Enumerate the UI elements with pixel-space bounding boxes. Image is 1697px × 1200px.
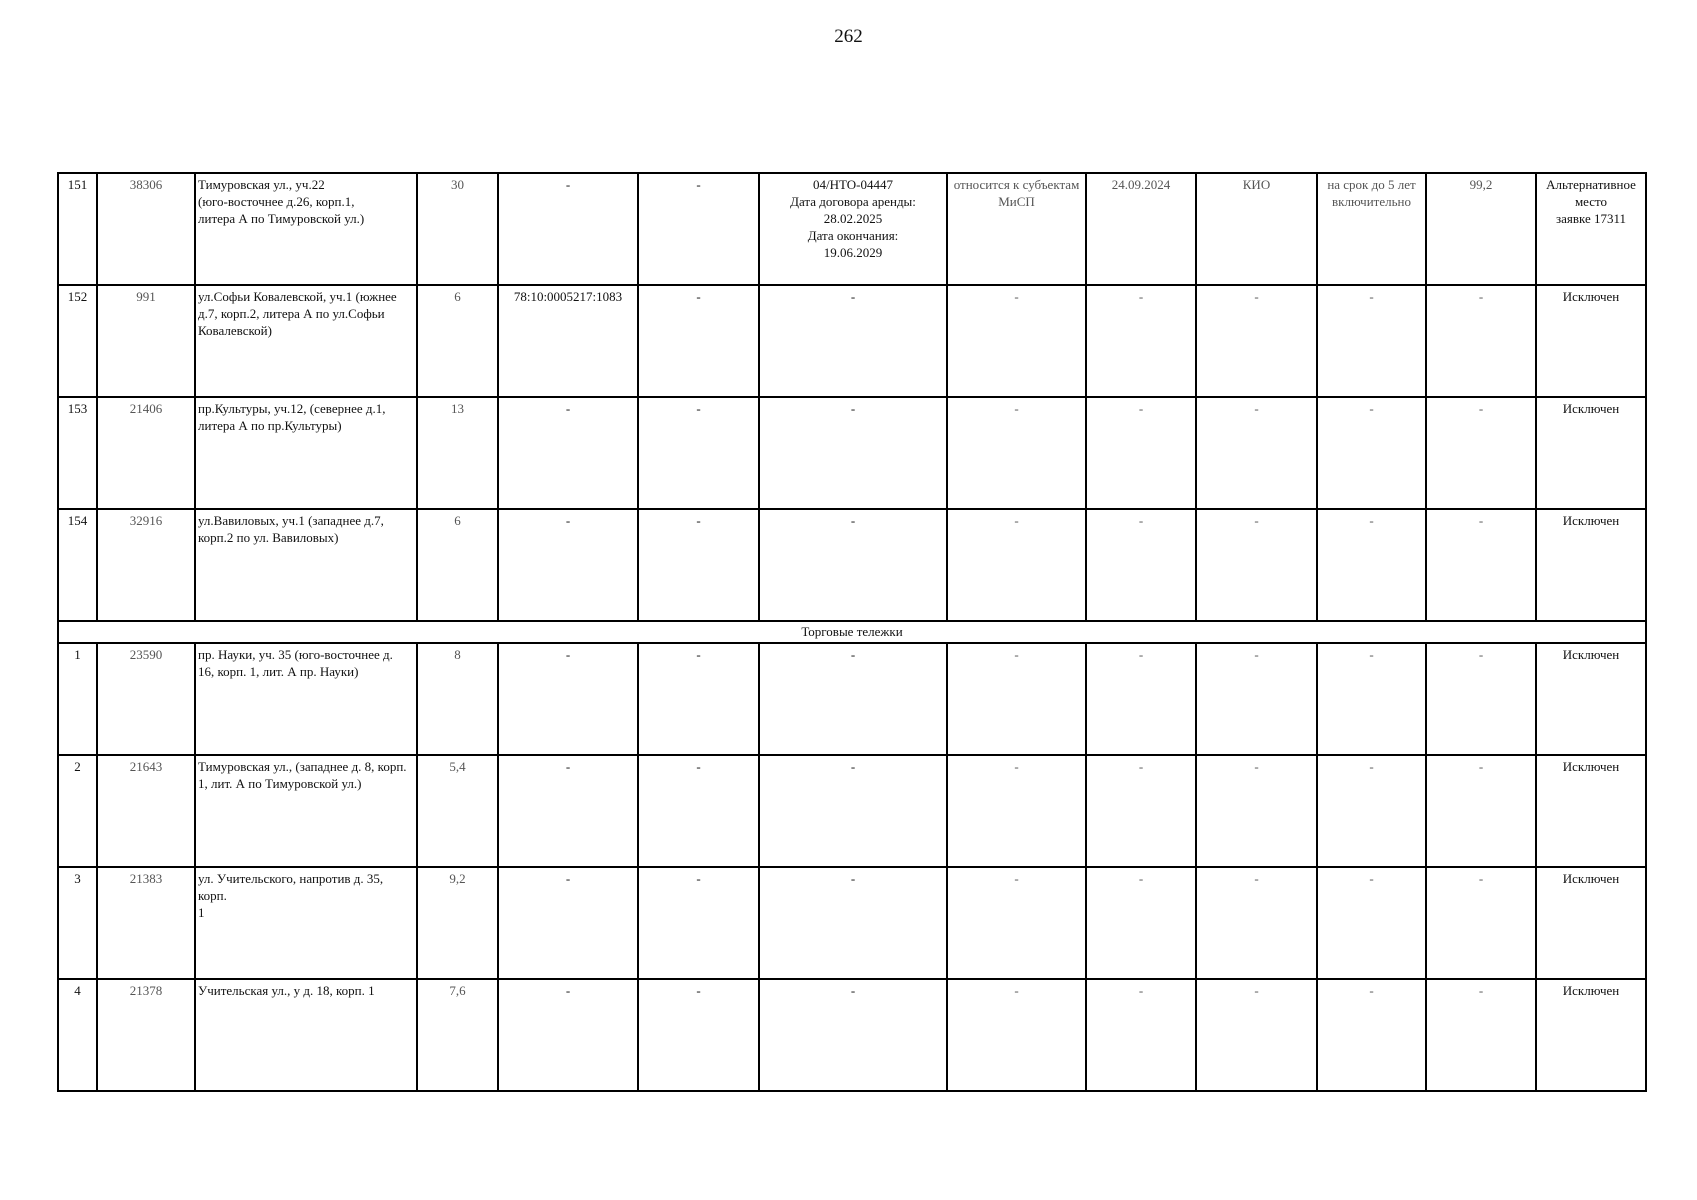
cell-line: - — [850, 983, 856, 998]
cell-line: Дата окончания: — [807, 228, 899, 243]
row-number-cell: 2 — [58, 755, 97, 867]
row-number-cell: 153 — [58, 397, 97, 509]
organization-cell: - — [1196, 867, 1317, 979]
organization-cell: - — [1196, 643, 1317, 755]
column-6-cell: - — [638, 173, 759, 285]
column-6-cell: - — [638, 755, 759, 867]
area-cell: 13 — [417, 397, 498, 509]
column-6-cell: - — [638, 643, 759, 755]
cadastral-number-cell: 78:10:0005217:1083 — [498, 285, 638, 397]
cell-line: - — [850, 759, 856, 774]
object-id-cell: 991 — [97, 285, 195, 397]
object-id-cell: 21643 — [97, 755, 195, 867]
address-cell — [195, 755, 417, 867]
address-cell — [195, 867, 417, 979]
organization-cell: - — [1196, 285, 1317, 397]
value-cell: 99,2 — [1426, 173, 1536, 285]
organization-cell: - — [1196, 397, 1317, 509]
lease-term-cell: на срок до 5 лет включительно — [1317, 173, 1426, 285]
cadastral-number-cell: - — [498, 755, 638, 867]
address-cell — [195, 643, 417, 755]
table-row — [58, 755, 1646, 867]
object-id-cell: 38306 — [97, 173, 195, 285]
status-cell — [1536, 173, 1646, 285]
cell-line: Исключен — [1562, 513, 1620, 528]
cell-line: Учительская ул., у д. 18, корп. 1 — [198, 983, 375, 998]
value-cell: - — [1426, 755, 1536, 867]
subject-category-cell: - — [947, 867, 1086, 979]
status-cell — [1536, 643, 1646, 755]
section-header-row — [58, 621, 1646, 643]
cell-line: д.7, корп.2, литера А по ул.Софьи — [198, 306, 385, 321]
contract-cell — [759, 397, 947, 509]
object-id-cell: 21406 — [97, 397, 195, 509]
value-cell: - — [1426, 397, 1536, 509]
date-cell: - — [1086, 397, 1196, 509]
cell-line: заявке 17311 — [1555, 211, 1627, 226]
row-number-cell: 151 — [58, 173, 97, 285]
contract-cell — [759, 173, 947, 285]
subject-category-cell: - — [947, 397, 1086, 509]
organization-cell: - — [1196, 755, 1317, 867]
cell-line: - — [850, 401, 856, 416]
row-number-cell: 1 — [58, 643, 97, 755]
status-cell — [1536, 509, 1646, 621]
cell-line: 19.06.2029 — [823, 245, 883, 260]
status-cell — [1536, 979, 1646, 1091]
cadastral-number-cell: - — [498, 979, 638, 1091]
table-row — [58, 867, 1646, 979]
cell-line: Исключен — [1562, 759, 1620, 774]
value-cell: - — [1426, 979, 1536, 1091]
table-row — [58, 173, 1646, 285]
area-cell: 6 — [417, 509, 498, 621]
lease-term-cell: - — [1317, 979, 1426, 1091]
object-id-cell: 32916 — [97, 509, 195, 621]
cadastral-number-cell: - — [498, 867, 638, 979]
cell-line: корп.2 по ул. Вавиловых) — [198, 530, 339, 545]
table-row — [58, 285, 1646, 397]
cell-line: место — [1574, 194, 1608, 209]
area-cell: 30 — [417, 173, 498, 285]
date-cell: - — [1086, 285, 1196, 397]
column-6-cell: - — [638, 867, 759, 979]
value-cell: - — [1426, 509, 1536, 621]
cell-line: - — [850, 871, 856, 886]
contract-cell — [759, 755, 947, 867]
register-table — [57, 172, 1647, 1092]
contract-cell — [759, 643, 947, 755]
area-cell: 8 — [417, 643, 498, 755]
lease-term-cell: - — [1317, 867, 1426, 979]
status-cell — [1536, 867, 1646, 979]
contract-cell — [759, 867, 947, 979]
column-6-cell: - — [638, 285, 759, 397]
cell-line: (юго-восточнее д.26, корп.1, — [198, 194, 355, 209]
lease-term-cell: - — [1317, 509, 1426, 621]
subject-category-cell: относится к субъектам МиСП — [947, 173, 1086, 285]
cell-line: пр.Культуры, уч.12, (севернее д.1, — [198, 401, 386, 416]
cell-line: - — [850, 647, 856, 662]
organization-cell: КИО — [1196, 173, 1317, 285]
cell-line: Исключен — [1562, 289, 1620, 304]
cell-line: ул.Софьи Ковалевской, уч.1 (южнее — [198, 289, 397, 304]
table-row — [58, 643, 1646, 755]
contract-cell — [759, 285, 947, 397]
status-cell — [1536, 755, 1646, 867]
row-number-cell: 4 — [58, 979, 97, 1091]
contract-cell — [759, 509, 947, 621]
cell-line: 16, корп. 1, лит. А пр. Науки) — [198, 664, 359, 679]
cell-line: Исключен — [1562, 401, 1620, 416]
row-number-cell: 154 — [58, 509, 97, 621]
cell-line: литера А по Тимуровской ул.) — [198, 211, 365, 226]
column-6-cell: - — [638, 509, 759, 621]
subject-category-cell: - — [947, 285, 1086, 397]
object-id-cell: 23590 — [97, 643, 195, 755]
value-cell: - — [1426, 867, 1536, 979]
cell-line: Дата договора аренды: — [790, 194, 916, 209]
area-cell: 5,4 — [417, 755, 498, 867]
cell-line: Тимуровская ул., (западнее д. 8, корп. — [198, 759, 407, 774]
date-cell: - — [1086, 979, 1196, 1091]
subject-category-cell: - — [947, 755, 1086, 867]
register-rows-group-1 — [58, 173, 1646, 621]
status-cell — [1536, 397, 1646, 509]
register-rows-group-2 — [58, 643, 1646, 1091]
subject-category-cell: - — [947, 509, 1086, 621]
cell-line: литера А по пр.Культуры) — [198, 418, 342, 433]
table-row — [58, 979, 1646, 1091]
cadastral-number-cell: - — [498, 509, 638, 621]
cell-line: 1, лит. А по Тимуровской ул.) — [198, 776, 362, 791]
cell-line: Исключен — [1562, 871, 1620, 886]
column-6-cell: - — [638, 397, 759, 509]
subject-category-cell: - — [947, 979, 1086, 1091]
cell-line: Тимуровская ул., уч.22 — [198, 177, 325, 192]
cell-line: Исключен — [1562, 983, 1620, 998]
cell-line: - — [850, 513, 856, 528]
cell-line: пр. Науки, уч. 35 (юго-восточнее д. — [198, 647, 393, 662]
address-cell — [195, 173, 417, 285]
column-6-cell: - — [638, 979, 759, 1091]
date-cell: - — [1086, 755, 1196, 867]
cell-line: 28.02.2025 — [823, 211, 883, 226]
lease-term-cell: - — [1317, 285, 1426, 397]
organization-cell: - — [1196, 509, 1317, 621]
cadastral-number-cell: - — [498, 397, 638, 509]
cell-line: 04/НТО-04447 — [813, 177, 893, 192]
value-cell: - — [1426, 285, 1536, 397]
cell-line: Альтернативное — [1546, 177, 1636, 192]
area-cell: 7,6 — [417, 979, 498, 1091]
organization-cell: - — [1196, 979, 1317, 1091]
address-cell — [195, 397, 417, 509]
cell-line: 1 — [198, 905, 205, 920]
cadastral-number-cell: - — [498, 643, 638, 755]
row-number-cell: 3 — [58, 867, 97, 979]
contract-cell — [759, 979, 947, 1091]
object-id-cell: 21378 — [97, 979, 195, 1091]
table-row — [58, 397, 1646, 509]
area-cell: 9,2 — [417, 867, 498, 979]
section-title: Торговые тележки — [58, 621, 1646, 643]
section-group — [58, 621, 1646, 643]
address-cell — [195, 285, 417, 397]
status-cell — [1536, 285, 1646, 397]
cell-line: Исключен — [1562, 647, 1620, 662]
date-cell: 24.09.2024 — [1086, 173, 1196, 285]
cell-line: ул. Учительского, напротив д. 35, корп. — [198, 871, 384, 903]
row-number-cell: 152 — [58, 285, 97, 397]
date-cell: - — [1086, 643, 1196, 755]
lease-term-cell: - — [1317, 755, 1426, 867]
lease-term-cell: - — [1317, 397, 1426, 509]
page-number: 262 — [834, 26, 863, 47]
address-cell — [195, 509, 417, 621]
area-cell: 6 — [417, 285, 498, 397]
cadastral-number-cell: - — [498, 173, 638, 285]
date-cell: - — [1086, 867, 1196, 979]
subject-category-cell: - — [947, 643, 1086, 755]
cell-line: - — [850, 289, 856, 304]
table-row — [58, 509, 1646, 621]
cell-line: Ковалевской) — [198, 323, 272, 338]
lease-term-cell: - — [1317, 643, 1426, 755]
cell-line: ул.Вавиловых, уч.1 (западнее д.7, — [198, 513, 384, 528]
value-cell: - — [1426, 643, 1536, 755]
address-cell — [195, 979, 417, 1091]
date-cell: - — [1086, 509, 1196, 621]
object-id-cell: 21383 — [97, 867, 195, 979]
